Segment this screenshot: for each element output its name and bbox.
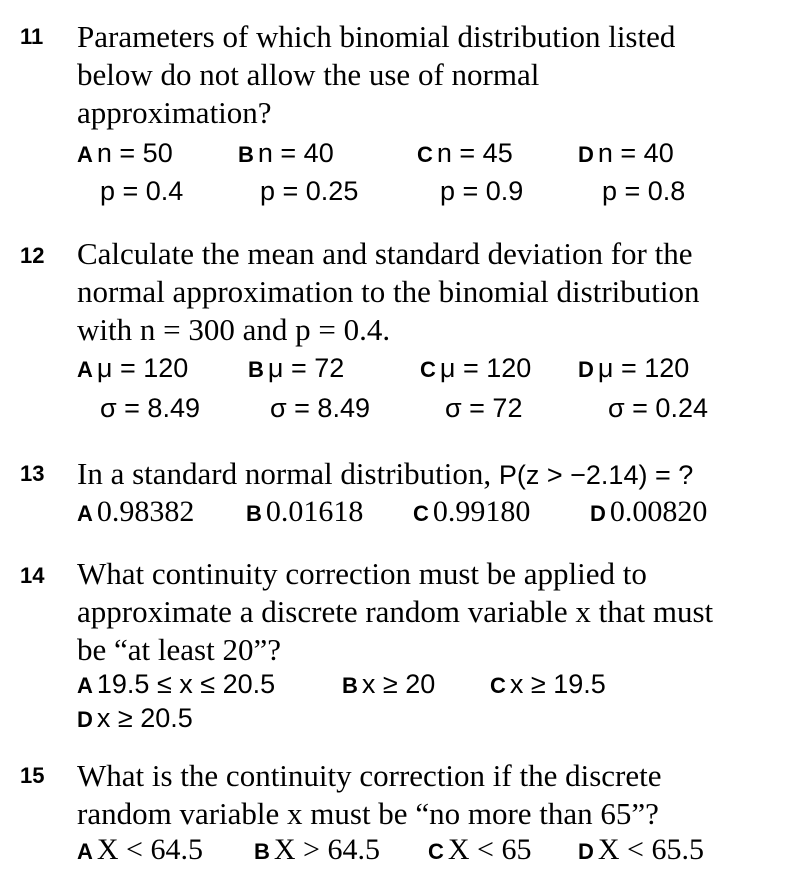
option-c[interactable] [490, 669, 606, 700]
option-value: 0.01618 [265, 495, 364, 528]
option-b[interactable] [342, 669, 435, 700]
option-b-line2: σ = 8.49 [270, 393, 370, 423]
option-label: A [77, 501, 93, 526]
stem-line: approximate a discrete random variable x that must [77, 594, 714, 629]
stem-text: In a standard normal distribution, [77, 456, 492, 491]
option-label: B [342, 673, 358, 698]
option-a[interactable] [77, 833, 203, 867]
option-value: 0.00820 [609, 495, 708, 528]
option-d-line2: p = 0.8 [602, 176, 686, 206]
option-a[interactable] [77, 669, 275, 700]
option-value: x ≥ 19.5 [509, 669, 606, 699]
option-c[interactable] [417, 138, 513, 169]
stem-line: be “at least 20”? [77, 632, 281, 667]
question-number: 15 [20, 763, 45, 788]
question-stem [77, 555, 792, 669]
option-d-line2: σ = 0.24 [608, 393, 708, 423]
option-b-line2: p = 0.25 [260, 176, 359, 206]
option-value: 0.99180 [432, 495, 531, 528]
option-label: C [417, 142, 433, 167]
option-b[interactable] [248, 353, 344, 384]
question-stem [77, 18, 792, 132]
option-b[interactable] [246, 495, 363, 529]
option-d[interactable] [578, 353, 689, 384]
option-value: μ = 120 [597, 353, 690, 383]
question-number: 14 [20, 563, 45, 588]
question-number: 11 [20, 24, 44, 49]
option-label: C [428, 839, 444, 864]
option-label: D [578, 357, 594, 382]
option-a[interactable] [77, 138, 173, 169]
option-value: n = 40 [257, 138, 334, 168]
option-b[interactable] [238, 138, 334, 169]
option-a-line2: p = 0.4 [100, 176, 184, 206]
question-number: 12 [20, 243, 45, 268]
option-value: X < 65.5 [597, 833, 704, 866]
option-value: 19.5 ≤ x ≤ 20.5 [96, 669, 276, 699]
option-value: μ = 72 [267, 353, 345, 383]
stem-line: approximation? [77, 95, 272, 130]
option-value: X < 64.5 [96, 833, 203, 866]
option-d[interactable] [590, 495, 707, 529]
option-a[interactable] [77, 495, 194, 529]
option-d[interactable] [578, 833, 704, 867]
option-label: B [238, 142, 254, 167]
stem-line: Calculate the mean and standard deviation for the [77, 236, 693, 271]
option-value: n = 40 [597, 138, 674, 168]
option-a-line2: σ = 8.49 [100, 393, 200, 423]
question-stem [77, 757, 792, 833]
option-label: D [590, 501, 606, 526]
option-label: B [248, 357, 264, 382]
option-label: C [490, 673, 506, 698]
option-c[interactable] [413, 495, 530, 529]
option-c[interactable] [420, 353, 531, 384]
stem-line: with n = 300 and p = 0.4. [77, 312, 391, 347]
option-value: x ≥ 20.5 [96, 703, 193, 733]
stem-line: What continuity correction must be applied to [77, 556, 647, 591]
question-stem [77, 235, 792, 349]
option-value: X > 64.5 [273, 833, 380, 866]
option-label: D [77, 707, 93, 732]
stem-formula: P(z > −2.14) = ? [498, 460, 694, 490]
question-number: 13 [20, 461, 45, 486]
option-c[interactable] [428, 833, 531, 867]
option-label: A [77, 142, 93, 167]
stem-line: below do not allow the use of normal [77, 57, 540, 92]
option-c-line2: p = 0.9 [440, 176, 524, 206]
stem-line: normal approximation to the binomial distribution [77, 274, 700, 309]
option-b[interactable] [254, 833, 380, 867]
option-label: B [246, 501, 262, 526]
option-value: X < 65 [447, 833, 532, 866]
option-label: A [77, 673, 93, 698]
stem-line: What is the continuity correction if the discrete [77, 758, 662, 793]
option-label: D [578, 142, 594, 167]
option-label: B [254, 839, 270, 864]
option-value: μ = 120 [439, 353, 532, 383]
option-label: C [413, 501, 429, 526]
option-value: n = 50 [96, 138, 173, 168]
stem-line: Parameters of which binomial distribution listed [77, 19, 676, 54]
option-value: n = 45 [436, 138, 513, 168]
option-d[interactable] [578, 138, 674, 169]
stem-line: random variable x must be “no more than 65”? [77, 796, 659, 831]
option-label: A [77, 839, 93, 864]
option-label: C [420, 357, 436, 382]
question-stem [77, 455, 792, 494]
option-a[interactable] [77, 353, 188, 384]
option-value: 0.98382 [96, 495, 195, 528]
option-label: D [578, 839, 594, 864]
option-value: x ≥ 20 [361, 669, 436, 699]
stem-line [77, 455, 792, 494]
option-label: A [77, 357, 93, 382]
option-value: μ = 120 [96, 353, 189, 383]
option-c-line2: σ = 72 [445, 393, 523, 423]
option-d[interactable] [77, 703, 193, 734]
